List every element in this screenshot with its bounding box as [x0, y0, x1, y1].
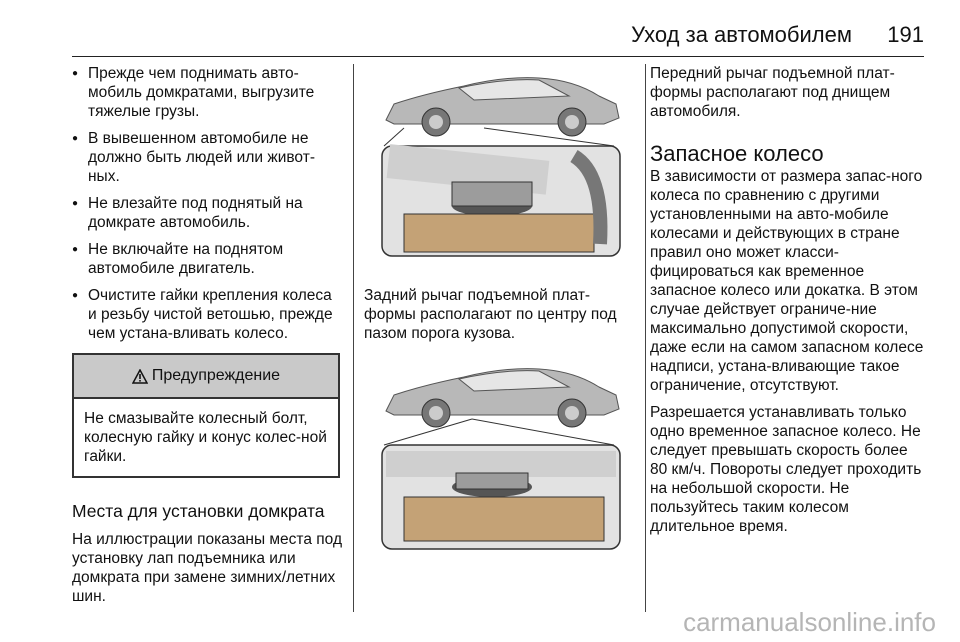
list-item: ● Не влезайте под поднятый на домкрате автомобиль.	[72, 194, 342, 232]
list-item: ● Очистите гайки крепления колеса и резьбу чистой ветошью, прежде чем устана-вливать колесо.	[72, 286, 342, 343]
section-heading: Места для установки домкрата	[72, 501, 325, 521]
column-divider	[353, 64, 354, 612]
list-item: ● В вывешенном автомобиле не должно быть людей или живот-ных.	[72, 129, 342, 186]
warning-triangle-icon	[132, 369, 148, 384]
page-title: Уход за автомобилем	[631, 22, 852, 47]
warning-text: Не смазывайте колесный болт, колесную гайку и конус колес-ной гайки.	[84, 410, 327, 465]
header-rule	[72, 56, 924, 57]
column-divider	[645, 64, 646, 612]
warning-header	[74, 355, 338, 399]
paragraph: На иллюстрации показаны места под установку лап подъемника или домкрата при замене зимних/летних шин.	[72, 531, 342, 605]
paragraph: В зависимости от размера запас-ного колеса по сравнению с другими установленными на авто-мобиле колесами и действующих в стране правил оно может класси-фицироваться как временное запасное колесо или докатка. В этом случае действует ограниче-ние максимально допустимой скорости, даже если на самом запасном колесе надписи, устана-вливающие такое ограничение, отсутствуют.	[650, 168, 924, 394]
column-middle	[364, 64, 634, 545]
figure-caption: Задний рычаг подъемной плат-формы располагают по центру под пазом порога кузова.	[364, 287, 617, 342]
paragraph: Передний рычаг подъемной плат-формы располагают под днищем автомобиля.	[650, 65, 895, 120]
list-item: ● Не включайте на поднятом автомобиле двигатель.	[72, 240, 342, 278]
section-heading: Запасное колесо	[650, 141, 824, 166]
list-item: ● Прежде чем поднимать авто-мобиль домкратами, выгрузите тяжелые грузы.	[72, 64, 342, 121]
column-left	[72, 64, 342, 606]
paragraph: Разрешается устанавливать только одно временное запасное колесо. Не следует превышать скорость более 80 км/ч. Повороты следует проходить на небольшой скорости. Не пользуйтесь таким колесом длительное время.	[650, 404, 922, 535]
illustration-front-lift-point	[364, 355, 632, 545]
illustration-rear-lift-point	[364, 64, 632, 254]
warning-box	[72, 353, 340, 478]
page-number: 191	[887, 22, 924, 47]
column-right	[650, 64, 928, 536]
page-header	[0, 0, 960, 58]
watermark: carmanualsonline.info	[683, 607, 936, 637]
warning-title: Предупреждение	[151, 367, 281, 384]
bullet-list	[72, 64, 342, 343]
